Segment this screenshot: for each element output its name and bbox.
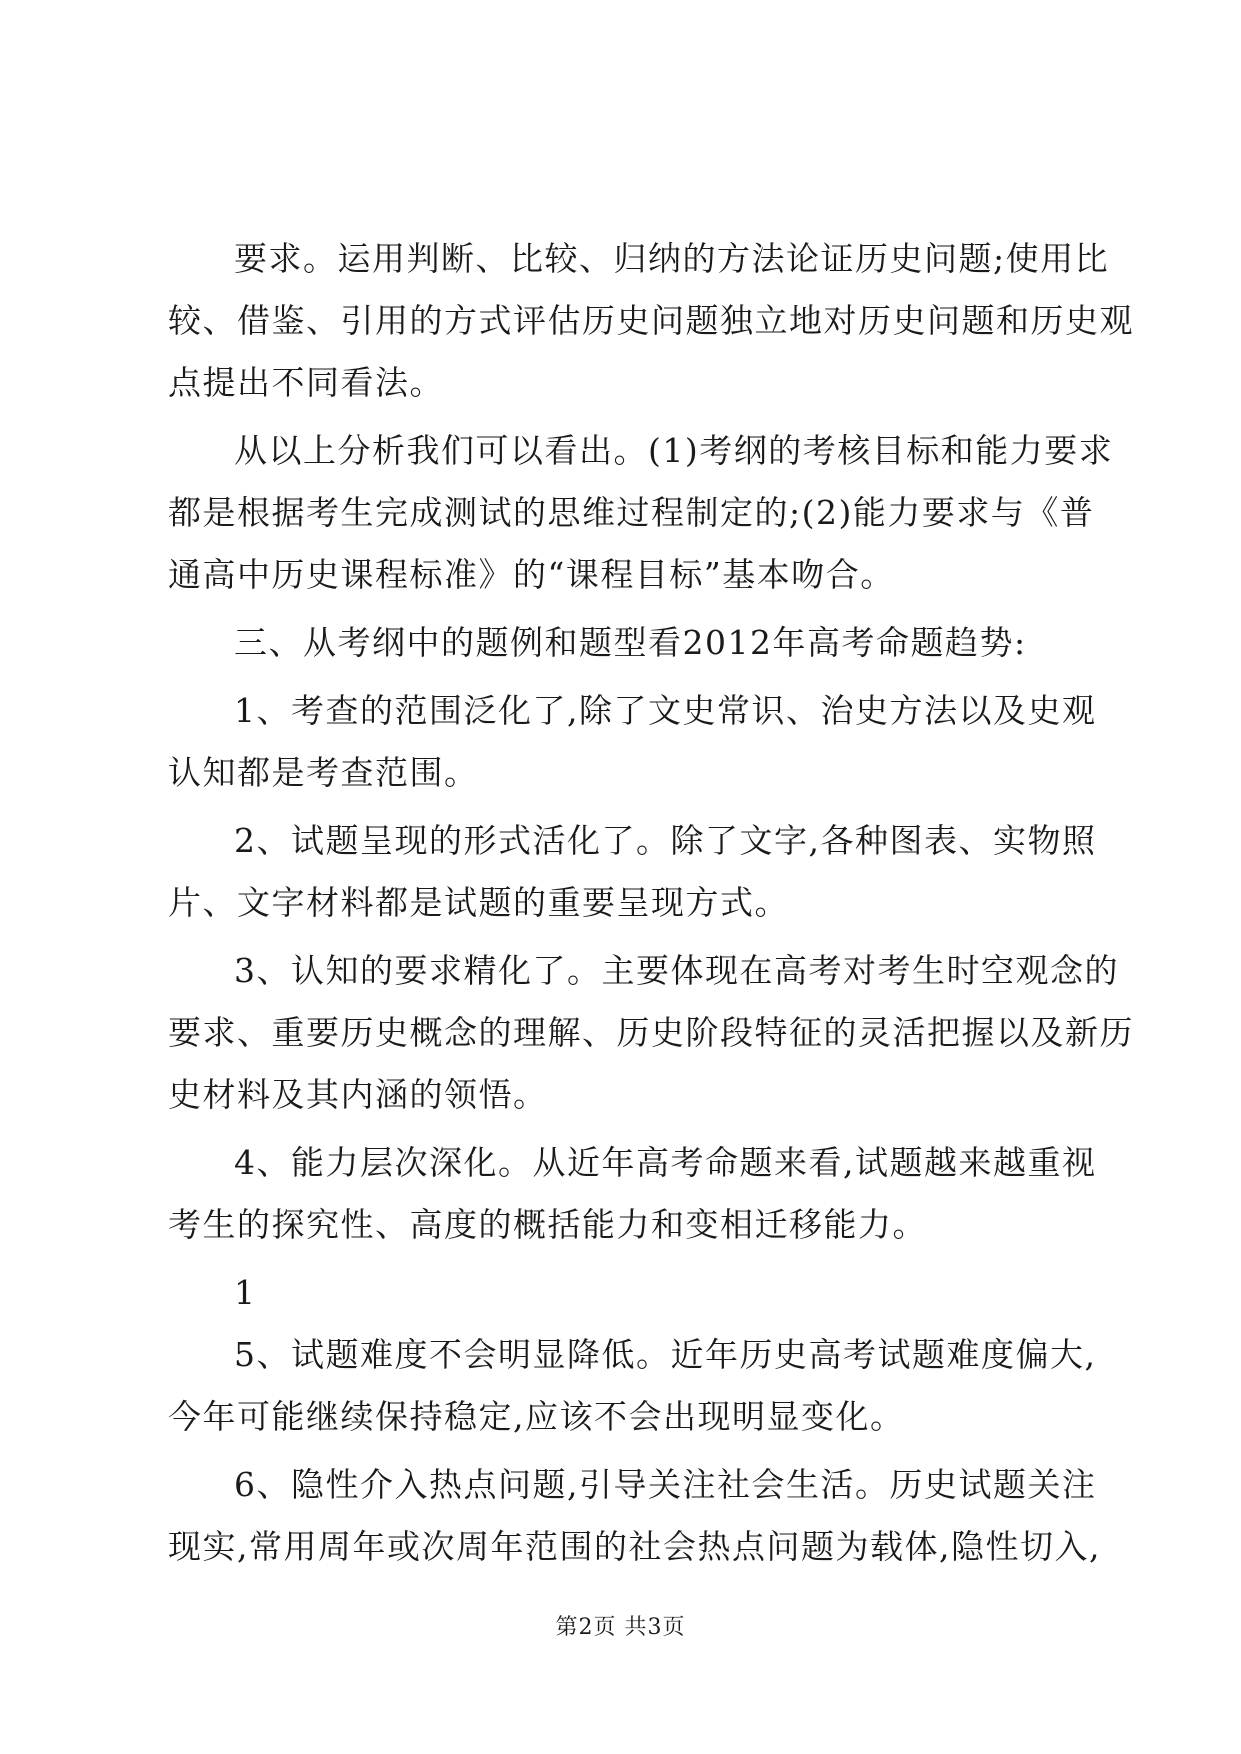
section-heading: 三、从考纲中的题例和题型看2012年高考命题趋势:: [234, 623, 1027, 662]
text-line: 较、借鉴、引用的方式评估历史问题独立地对历史问题和历史观: [168, 301, 1134, 340]
text-line: 点提出不同看法。: [168, 363, 444, 402]
text-line: 6、隐性介入热点问题,引导关注社会生活。历史试题关注: [234, 1465, 1097, 1504]
text-line: 5、试题难度不会明显降低。近年历史高考试题难度偏大,: [234, 1335, 1097, 1374]
text-line: 3、认知的要求精化了。主要体现在高考对考生时空观念的: [234, 951, 1119, 990]
document-body: [168, 228, 1134, 1578]
text-line: 通高中历史课程标准》的“课程目标”基本吻合。: [168, 555, 895, 594]
text-line: 认知都是考查范围。: [168, 753, 479, 792]
text-line: 史材料及其内涵的领悟。: [168, 1075, 548, 1114]
text-line: 考生的探究性、高度的概括能力和变相迁移能力。: [168, 1205, 927, 1244]
page-footer: 第2页 共3页: [555, 1615, 686, 1640]
text-line: 2、试题呈现的形式活化了。除了文字,各种图表、实物照: [234, 821, 1097, 860]
text-line: 要求。运用判断、比较、归纳的方法论证历史问题;使用比: [234, 239, 1110, 278]
text-line: 1、考查的范围泛化了,除了文史常识、治史方法以及史观: [234, 691, 1097, 730]
text-line: 从以上分析我们可以看出。(1)考纲的考核目标和能力要求: [234, 431, 1114, 470]
text-line: 4、能力层次深化。从近年高考命题来看,试题越来越重视: [234, 1143, 1097, 1182]
text-line: 今年可能继续保持稳定,应该不会出现明显变化。: [168, 1397, 905, 1436]
inline-page-number: 1: [234, 1273, 257, 1312]
text-line: 都是根据考生完成测试的思维过程制定的;(2)能力要求与《普: [168, 493, 1095, 532]
text-line: 片、文字材料都是试题的重要呈现方式。: [168, 883, 789, 922]
text-line: 现实,常用周年或次周年范围的社会热点问题为载体,隐性切入,: [168, 1527, 1101, 1566]
text-line: 要求、重要历史概念的理解、历史阶段特征的灵活把握以及新历: [168, 1013, 1134, 1052]
